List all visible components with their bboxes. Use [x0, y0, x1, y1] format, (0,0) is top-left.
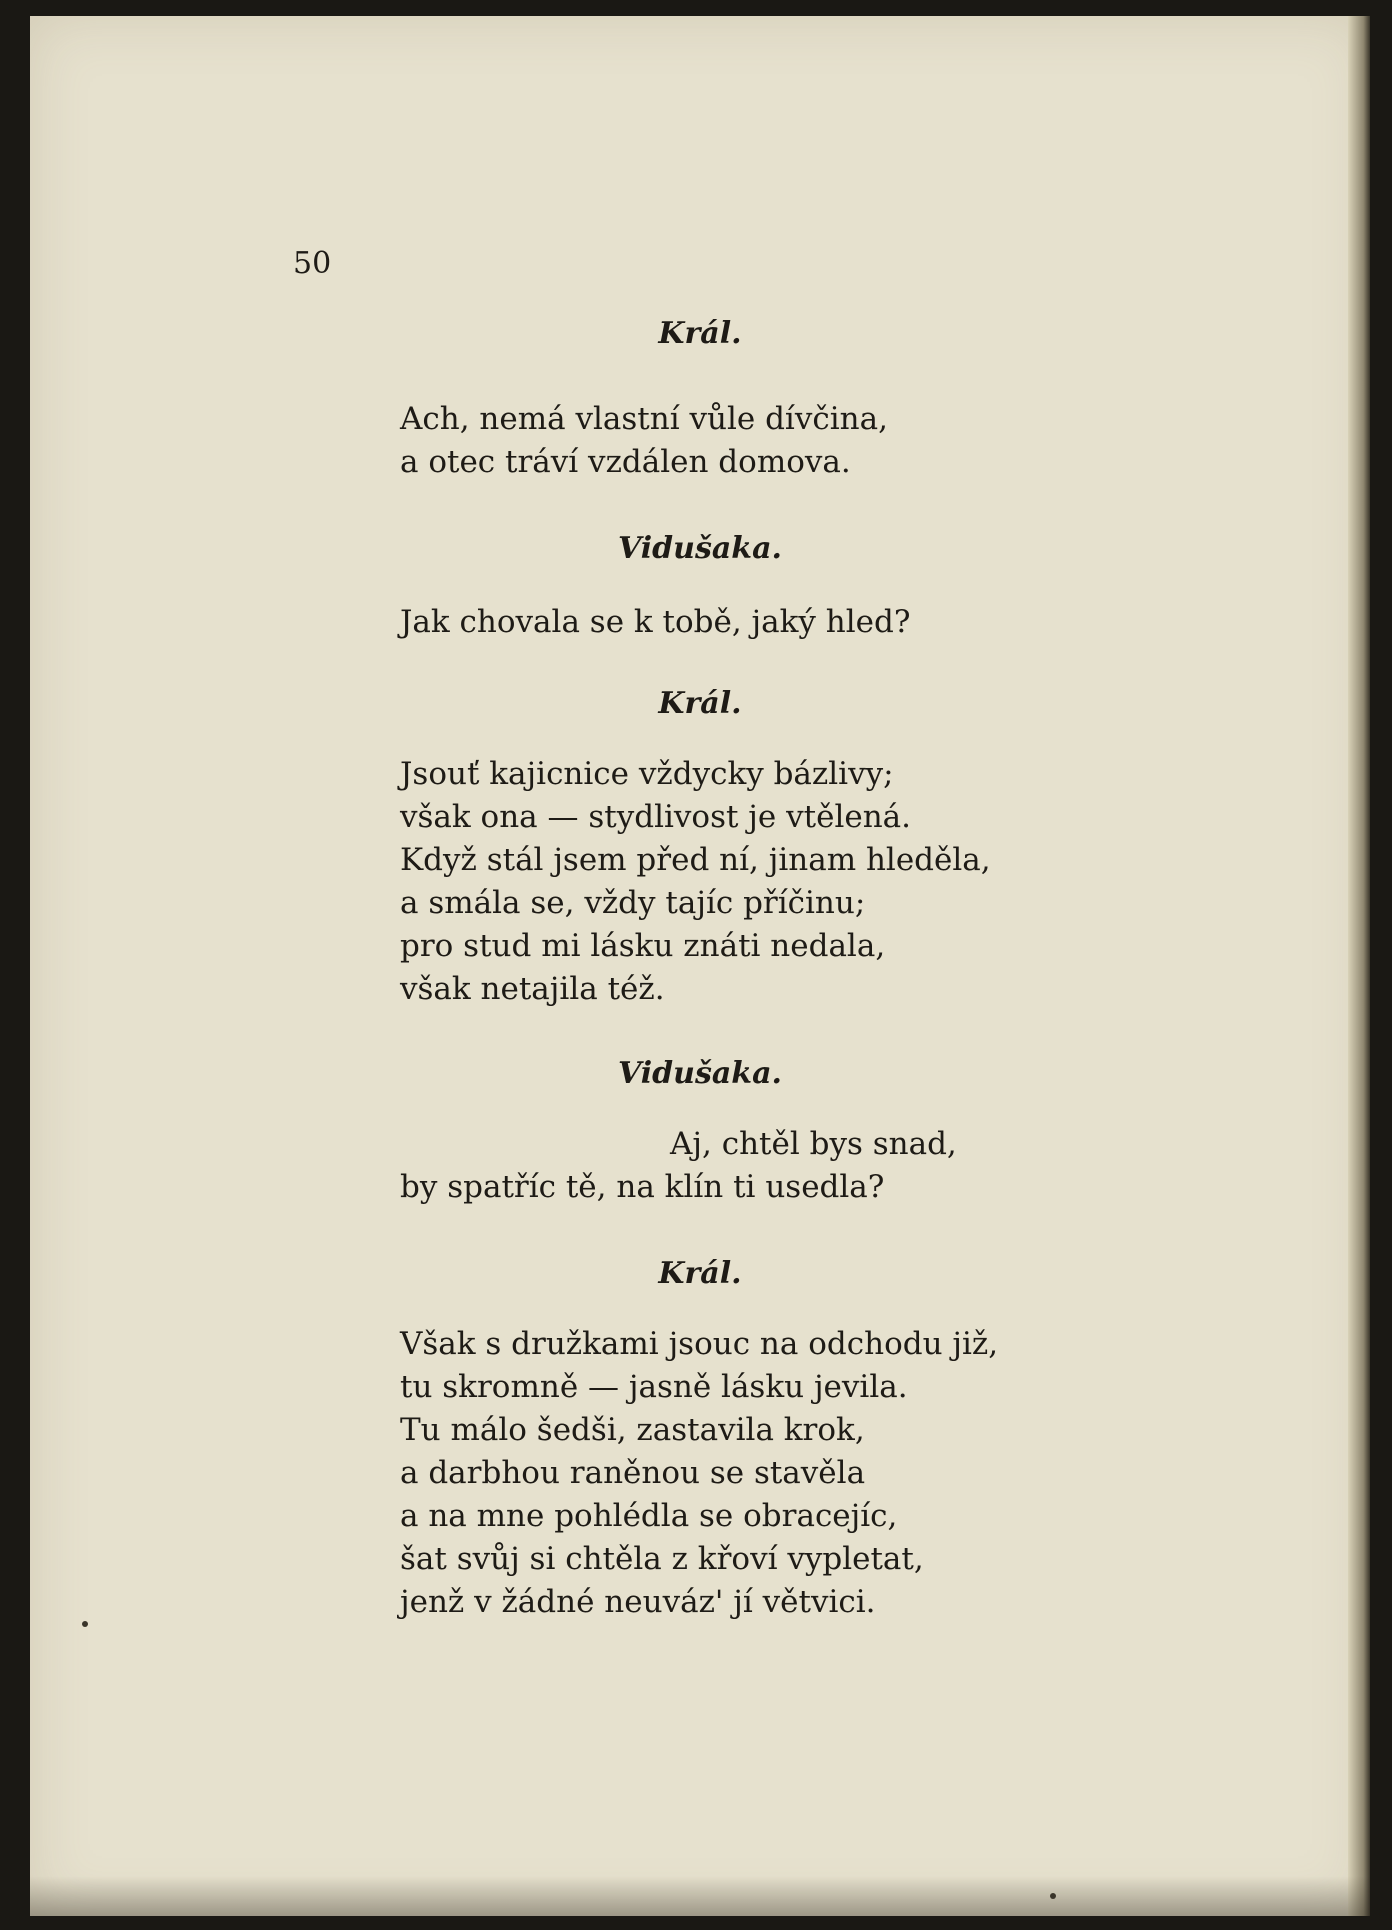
page-gutter: [1348, 16, 1370, 1916]
verse-line: Aj, chtěl bys snad,: [670, 1126, 957, 1162]
verse-line: Jak chovala se k tobě, jaký hled?: [400, 604, 911, 640]
speaker-label: Král.: [658, 316, 742, 351]
speaker-label: Vidušaka.: [618, 1056, 782, 1091]
verse-line: však netajila též.: [400, 971, 665, 1007]
speck-mark: [1050, 1893, 1056, 1899]
verse-line: by spatříc tě, na klín ti usedla?: [400, 1169, 885, 1205]
verse-line: Však s družkami jsouc na odchodu již,: [400, 1326, 999, 1362]
page-shadow: [30, 1876, 1370, 1916]
verse-line: Když stál jsem před ní, jinam hleděla,: [400, 842, 991, 878]
verse-line: Tu málo šedši, zastavila krok,: [400, 1412, 865, 1448]
verse-line: a otec tráví vzdálen domova.: [400, 444, 851, 480]
verse-line: Jsouť kajicnice vždycky bázlivy;: [400, 756, 894, 792]
speaker-label: Král.: [658, 686, 742, 721]
verse-line: však ona — stydlivost je vtělená.: [400, 799, 912, 835]
verse-line: a na mne pohlédla se obracejíc,: [400, 1498, 898, 1534]
book-page: [30, 16, 1370, 1916]
verse-line: a smála se, vždy tajíc příčinu;: [400, 885, 866, 921]
verse-line: tu skromně — jasně lásku jevila.: [400, 1369, 908, 1405]
speck-mark: [82, 1621, 88, 1627]
speaker-label: Král.: [658, 1256, 742, 1291]
verse-line: a darbhou raněnou se stavěla: [400, 1455, 866, 1491]
verse-line: šat svůj si chtěla z křoví vypletat,: [400, 1541, 924, 1577]
verse-line: Ach, nemá vlastní vůle dívčina,: [400, 401, 888, 437]
page-number: 50: [293, 246, 332, 281]
verse-line: pro stud mi lásku znáti nedala,: [400, 928, 886, 964]
speaker-label: Vidušaka.: [618, 531, 782, 566]
verse-line: jenž v žádné neuváz' jí větvici.: [400, 1584, 876, 1620]
